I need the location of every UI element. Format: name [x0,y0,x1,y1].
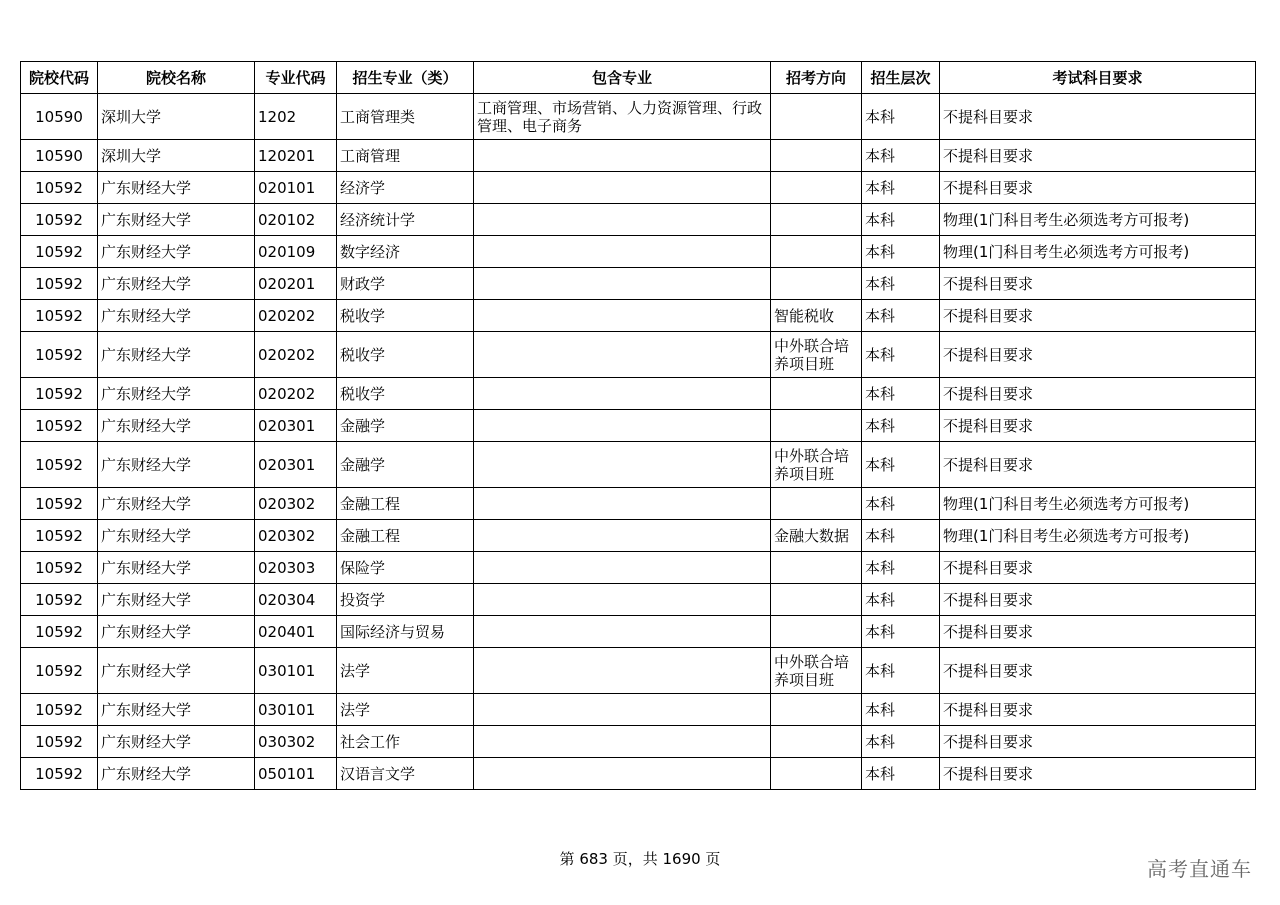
cell-major-code: 020102 [255,204,337,236]
cell-major-code: 020101 [255,172,337,204]
cell-major: 金融工程 [337,488,474,520]
cell-subject-requirement: 不提科目要求 [940,694,1256,726]
cell-included-majors [474,584,771,616]
cell-subject-requirement: 不提科目要求 [940,726,1256,758]
cell-level: 本科 [862,172,940,204]
cell-subject-requirement: 不提科目要求 [940,268,1256,300]
table-row [21,726,1256,758]
cell-school-name: 广东财经大学 [98,488,255,520]
cell-major: 经济统计学 [337,204,474,236]
cell-level: 本科 [862,552,940,584]
cell-major: 税收学 [337,378,474,410]
cell-school-code: 10592 [21,378,98,410]
cell-direction [771,488,862,520]
cell-school-name: 广东财经大学 [98,520,255,552]
cell-direction: 智能税收 [771,300,862,332]
cell-school-name: 广东财经大学 [98,758,255,790]
cell-direction [771,552,862,584]
table-row [21,236,1256,268]
cell-included-majors [474,300,771,332]
cell-included-majors [474,726,771,758]
cell-school-name: 广东财经大学 [98,442,255,488]
cell-major-code: 1202 [255,94,337,140]
cell-school-code: 10592 [21,442,98,488]
header-school-code: 院校代码 [21,62,98,94]
cell-direction [771,378,862,410]
table-row [21,94,1256,140]
cell-major-code: 020401 [255,616,337,648]
cell-major-code: 020202 [255,300,337,332]
cell-major: 税收学 [337,332,474,378]
cell-included-majors [474,140,771,172]
cell-direction [771,758,862,790]
cell-school-name: 广东财经大学 [98,726,255,758]
cell-major: 税收学 [337,300,474,332]
watermark: 高考直通车 [1147,857,1252,881]
table-row [21,648,1256,694]
cell-included-majors [474,442,771,488]
cell-major: 财政学 [337,268,474,300]
cell-school-name: 广东财经大学 [98,648,255,694]
cell-major: 金融学 [337,410,474,442]
table-row [21,410,1256,442]
cell-level: 本科 [862,758,940,790]
cell-level: 本科 [862,94,940,140]
cell-school-code: 10592 [21,488,98,520]
cell-level: 本科 [862,648,940,694]
cell-major-code: 020202 [255,332,337,378]
table-row [21,520,1256,552]
table-row [21,204,1256,236]
cell-school-name: 广东财经大学 [98,410,255,442]
cell-major: 保险学 [337,552,474,584]
header-major: 招生专业（类） [337,62,474,94]
cell-level: 本科 [862,694,940,726]
cell-major-code: 020302 [255,520,337,552]
cell-major: 投资学 [337,584,474,616]
cell-direction: 中外联合培养项目班 [771,332,862,378]
cell-major-code: 030101 [255,648,337,694]
cell-level: 本科 [862,140,940,172]
cell-school-name: 深圳大学 [98,140,255,172]
cell-major-code: 020202 [255,378,337,410]
cell-included-majors [474,268,771,300]
cell-school-code: 10592 [21,584,98,616]
cell-included-majors [474,236,771,268]
cell-school-name: 深圳大学 [98,94,255,140]
cell-subject-requirement: 不提科目要求 [940,172,1256,204]
cell-level: 本科 [862,584,940,616]
header-direction: 招考方向 [771,62,862,94]
cell-major: 工商管理 [337,140,474,172]
cell-subject-requirement: 不提科目要求 [940,300,1256,332]
cell-subject-requirement: 物理(1门科目考生必须选考方可报考) [940,520,1256,552]
table-row [21,172,1256,204]
cell-school-code: 10592 [21,172,98,204]
cell-direction [771,726,862,758]
cell-school-code: 10592 [21,758,98,790]
cell-direction [771,584,862,616]
cell-school-name: 广东财经大学 [98,172,255,204]
cell-school-name: 广东财经大学 [98,300,255,332]
cell-subject-requirement: 不提科目要求 [940,94,1256,140]
cell-direction: 金融大数据 [771,520,862,552]
cell-included-majors [474,332,771,378]
cell-level: 本科 [862,442,940,488]
cell-major-code: 020301 [255,410,337,442]
cell-included-majors [474,378,771,410]
cell-subject-requirement: 不提科目要求 [940,442,1256,488]
table-row [21,758,1256,790]
cell-included-majors [474,410,771,442]
cell-direction [771,694,862,726]
cell-school-code: 10592 [21,616,98,648]
cell-included-majors [474,172,771,204]
cell-major: 国际经济与贸易 [337,616,474,648]
cell-direction [771,140,862,172]
cell-subject-requirement: 物理(1门科目考生必须选考方可报考) [940,204,1256,236]
cell-included-majors [474,520,771,552]
cell-major-code: 020304 [255,584,337,616]
cell-major: 金融学 [337,442,474,488]
cell-direction [771,172,862,204]
cell-major: 法学 [337,648,474,694]
cell-direction [771,268,862,300]
cell-level: 本科 [862,332,940,378]
cell-subject-requirement: 不提科目要求 [940,758,1256,790]
cell-school-code: 10592 [21,552,98,584]
cell-included-majors: 工商管理、市场营销、人力资源管理、行政管理、电子商务 [474,94,771,140]
cell-major-code: 050101 [255,758,337,790]
header-major-code: 专业代码 [255,62,337,94]
cell-direction: 中外联合培养项目班 [771,442,862,488]
cell-major: 工商管理类 [337,94,474,140]
cell-major-code: 020201 [255,268,337,300]
cell-subject-requirement: 不提科目要求 [940,648,1256,694]
cell-school-name: 广东财经大学 [98,584,255,616]
cell-direction [771,410,862,442]
cell-direction [771,616,862,648]
cell-direction [771,236,862,268]
cell-subject-requirement: 不提科目要求 [940,616,1256,648]
cell-major: 金融工程 [337,520,474,552]
cell-included-majors [474,616,771,648]
cell-subject-requirement: 不提科目要求 [940,378,1256,410]
table-row [21,140,1256,172]
cell-included-majors [474,488,771,520]
page-number: 第 683 页，共 1690 页 [559,850,721,868]
cell-included-majors [474,694,771,726]
cell-school-name: 广东财经大学 [98,378,255,410]
table-row [21,488,1256,520]
cell-subject-requirement: 不提科目要求 [940,332,1256,378]
cell-school-code: 10592 [21,726,98,758]
cell-school-name: 广东财经大学 [98,694,255,726]
cell-level: 本科 [862,410,940,442]
table-row [21,616,1256,648]
cell-major-code: 020109 [255,236,337,268]
cell-school-code: 10592 [21,204,98,236]
cell-subject-requirement: 不提科目要求 [940,552,1256,584]
cell-major-code: 020302 [255,488,337,520]
cell-direction [771,204,862,236]
cell-school-code: 10592 [21,410,98,442]
cell-major: 经济学 [337,172,474,204]
cell-major: 汉语言文学 [337,758,474,790]
cell-major-code: 030101 [255,694,337,726]
cell-school-name: 广东财经大学 [98,332,255,378]
table-row [21,300,1256,332]
cell-major-code: 120201 [255,140,337,172]
table-row [21,332,1256,378]
table-row [21,694,1256,726]
table-row [21,552,1256,584]
cell-direction [771,94,862,140]
header-included-majors: 包含专业 [474,62,771,94]
cell-school-code: 10592 [21,236,98,268]
cell-major: 法学 [337,694,474,726]
cell-subject-requirement: 物理(1门科目考生必须选考方可报考) [940,236,1256,268]
cell-school-name: 广东财经大学 [98,268,255,300]
header-school-name: 院校名称 [98,62,255,94]
cell-subject-requirement: 不提科目要求 [940,584,1256,616]
cell-level: 本科 [862,520,940,552]
cell-major: 数字经济 [337,236,474,268]
cell-included-majors [474,648,771,694]
header-level: 招生层次 [862,62,940,94]
cell-included-majors [474,758,771,790]
cell-school-name: 广东财经大学 [98,616,255,648]
table-row [21,268,1256,300]
cell-major-code: 030302 [255,726,337,758]
cell-school-code: 10590 [21,140,98,172]
table-row [21,584,1256,616]
cell-level: 本科 [862,268,940,300]
table-row [21,378,1256,410]
table-row [21,442,1256,488]
cell-subject-requirement: 不提科目要求 [940,410,1256,442]
cell-major: 社会工作 [337,726,474,758]
cell-level: 本科 [862,726,940,758]
cell-included-majors [474,204,771,236]
cell-level: 本科 [862,204,940,236]
admissions-table [20,61,1256,790]
cell-school-code: 10592 [21,520,98,552]
cell-major-code: 020301 [255,442,337,488]
cell-level: 本科 [862,488,940,520]
header-row [21,62,1256,94]
cell-included-majors [474,552,771,584]
cell-level: 本科 [862,378,940,410]
cell-level: 本科 [862,300,940,332]
cell-level: 本科 [862,616,940,648]
cell-direction: 中外联合培养项目班 [771,648,862,694]
cell-school-code: 10592 [21,648,98,694]
cell-level: 本科 [862,236,940,268]
cell-subject-requirement: 物理(1门科目考生必须选考方可报考) [940,488,1256,520]
cell-school-code: 10592 [21,332,98,378]
header-subject-requirement: 考试科目要求 [940,62,1256,94]
cell-major-code: 020303 [255,552,337,584]
cell-subject-requirement: 不提科目要求 [940,140,1256,172]
cell-school-code: 10592 [21,300,98,332]
cell-school-name: 广东财经大学 [98,236,255,268]
cell-school-code: 10592 [21,268,98,300]
cell-school-name: 广东财经大学 [98,552,255,584]
cell-school-code: 10590 [21,94,98,140]
cell-school-code: 10592 [21,694,98,726]
cell-school-name: 广东财经大学 [98,204,255,236]
